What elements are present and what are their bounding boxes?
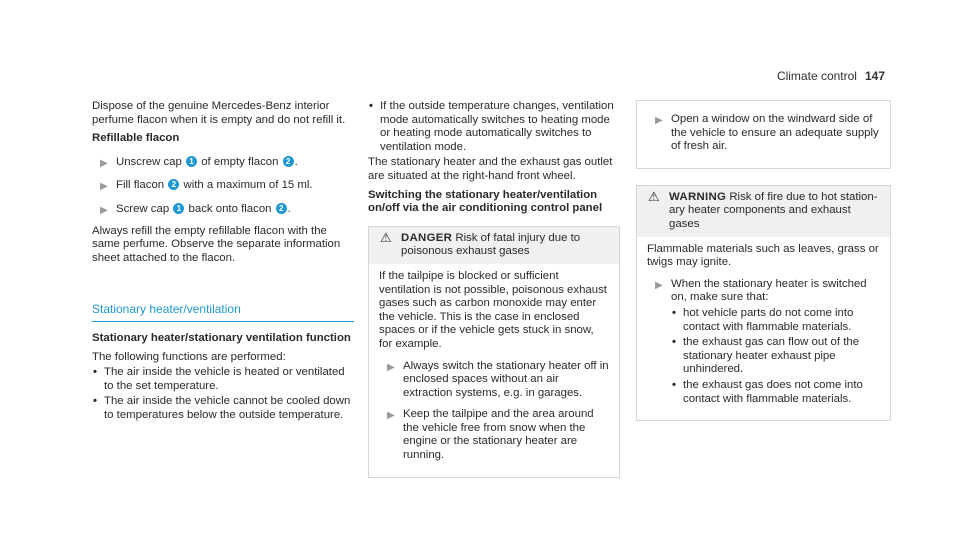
bullet-dot: • [672,306,676,319]
arrow-right-icon: ▶ [655,279,663,291]
warning-step: ▶ When the stationary heater is switched on, make sure that: • hot vehicle parts do not come into contact with flammable materials. • the exhaust gas can flow out of the stationary heater exhaust pipe unhindered. • the exhaust gas does not come into contact with flammable materials. [647,278,880,406]
list-item: • The air inside the vehicle is heated or ventilated to the set temperature. [93,366,345,392]
arrow-right-icon: ▶ [655,115,663,126]
step-fill-flacon: ▶ Fill flacon 2 with a maximum of 15 ml. [100,179,313,193]
arrow-right-icon: ▶ [387,410,395,422]
callout-2: 2 [276,203,287,214]
warning-body [637,237,890,421]
bullet-dot: • [93,366,97,379]
switch-heading: Switching the stationary heater/ventilation on/off via the air conditioning control panel [368,188,603,215]
warning-box [636,185,891,421]
danger-header [369,227,619,264]
bullet-dot: • [672,336,676,349]
danger-keyword: DANGER [401,231,453,244]
warning-triangle-icon: ⚠ [380,229,392,245]
danger-box [368,226,620,478]
list-item: • The air inside the vehicle cannot be cooled down to temperatures below the outside temperature. [93,395,351,421]
step-unscrew-cap: ▶ Unscrew cap 1 of empty flacon 2 . [100,155,298,169]
warning-header [637,186,890,237]
warning-triangle-icon: ⚠ [648,188,660,204]
function-list [92,366,354,422]
list-item: • the exhaust gas does not come into contact with flammable materials. [672,378,863,405]
window-step: ▶ Open a window on the windward side of the vehicle to ensure an adequate supply of fresh air. [655,113,879,153]
list-item: • hot vehicle parts do not come into contact with flammable materials. [672,306,854,333]
window-step-box [636,100,891,169]
arrow-right-icon: ▶ [100,204,108,216]
callout-2: 2 [168,179,179,190]
list-item: • the exhaust gas can flow out of the stationary heater exhaust pipe unhindered. [672,336,860,376]
column-middle [368,100,620,478]
arrow-right-icon: ▶ [100,181,108,193]
intro-paragraph: Dispose of the genuine Mercedes-Benz interior perfume flacon when it is empty and do not refill it. [92,100,346,126]
mode-list [368,100,620,154]
refill-note: Always refill the empty refillable flacon with the same perfume. Observe the separate information sheet attached to the flacon. [92,224,341,264]
callout-1: 1 [173,203,184,214]
page-number: 147 [864,69,885,83]
danger-text: If the tailpipe is blocked or sufficient ventilation is not possible, poisonous exhaust gases such as carbon monoxide may enter the vehicle. This is the case in enclosed spaces or if the vehicle gets stuck in snow, for example. [379,269,607,350]
step-screw-cap: ▶ Screw cap 1 back onto flacon 2 . [100,202,291,216]
warning-text: Flammable materials such as leaves, grass or twigs may ignite. [647,242,879,269]
callout-1: 1 [186,156,197,167]
heater-location: The stationary heater and the exhaust gas outlet are situated at the right-hand front wheel. [368,156,613,182]
bullet-dot: • [93,395,97,408]
functions-intro: The following functions are performed: [92,350,286,363]
danger-step-1: ▶ Always switch the stationary heater off in enclosed spaces without an air extraction systems, e.g. in garages. [387,359,609,399]
page-header [777,70,885,84]
refill-heading: Refillable flacon [92,132,180,145]
danger-title: Risk of fatal injury due to poisonous exhaust gases [401,231,581,258]
column-left [92,100,354,425]
warning-list [671,307,880,406]
function-heading: Stationary heater/stationary ventilation function [92,331,351,344]
arrow-right-icon: ▶ [387,361,395,373]
bullet-dot: • [672,378,676,391]
bullet-dot: • [369,100,373,112]
warning-title: Risk of fire due to hot stationary heater components and exhaust gases [669,190,878,230]
warning-keyword: WARNING [669,190,727,203]
list-item: • If the outside temperature changes, ventilation mode automatically switches to heating mode or heating mode automatically switches to ventilation mode. [369,100,614,153]
arrow-right-icon: ▶ [100,157,108,169]
section-name: Climate control [776,69,857,83]
danger-step-2: ▶ Keep the tailpipe and the area around the vehicle free from snow when the engine or the stationary heater are running. [387,408,594,462]
column-right [636,100,891,421]
callout-2: 2 [283,156,294,167]
danger-body [369,264,619,477]
section-title: Stationary heater/ventilation [92,303,354,322]
